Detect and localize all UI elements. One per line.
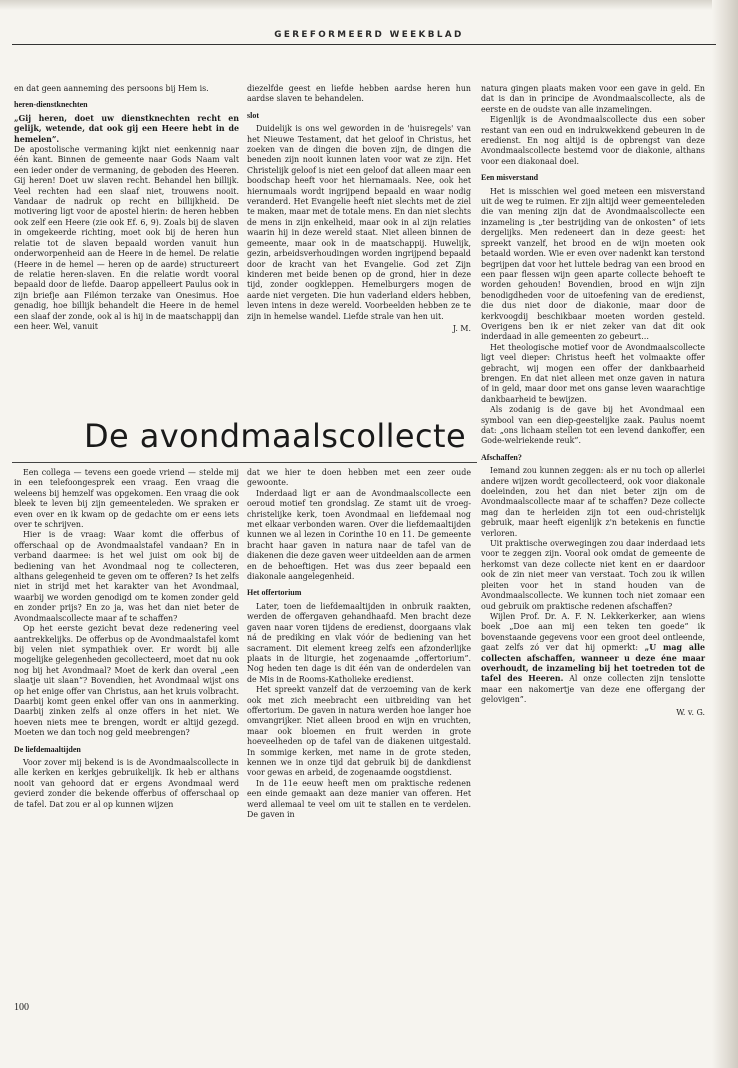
col3-quote-intro: Wijlen Prof. Dr. A. F. N. Lekkerkerker, aan wiens boek „Doe aan mij een teken ten goede” ik bovenstaande gegevens voor een groot deel ontleende, gaat zelfs zó ver dat hij opmerkt:: [481, 611, 705, 653]
heading-heren-dienstknechten: heren-dienstknechten: [14, 100, 88, 110]
col3-paragraph: Uit praktische overwegingen zou daar inderdaad iets voor te zeggen zijn. Vooral ook omdat de gemeente de herkomst van deze collecte niet kent en er daardoor ook de zin niet meer van verstaat. Toch zou ik willen pleiten voor het in stand houden van de Avondmaalscollecte. We kunnen toch niet zomaar een oud gebruik om praktische redenen afschaffen?: [481, 539, 705, 611]
heading-afschaffen: Afschaffen?: [481, 452, 522, 462]
col3-paragraph: Het theologische motief voor de Avondmaalscollecte ligt veel dieper: Christus heeft het volmaakte offer gebracht, wij mogen een offer der dankbaarheid brengen. En dat niet alleen met onze gaven in natura of in geld, maar door met ons ganse leven waarachtige dankbaarheid te bewijzen.: [481, 342, 705, 404]
col3-paragraph: Iemand zou kunnen zeggen: als er nu toch op allerlei andere wijzen wordt gecollecteerd, ook voor diakonale doeleinden, zou het dan niet beter zijn om de Avondmaalscollecte maar af te schaffen? Deze collecte mag dan te herleiden zijn tot een oud-christelijk gebruik, maar heeft eigenlijk z'n betekenis en functie verloren.: [481, 466, 705, 538]
col3-paragraph: Eigenlijk is de Avondmaalscollecte dus een sober restant van een oud en indrukwekkend gebeuren in de eredienst. En nog altijd is de opbrengst van deze Avondmaalscollecte bestemd voor de diakonie, althans voor een diakonaal doel.: [481, 115, 705, 166]
heading-offertorium: Het offertorium: [247, 588, 302, 598]
heading-liefdemaaltijden: De liefdemaaltijden: [14, 744, 81, 754]
col2-paragraph: dat we hier te doen hebben met een zeer oude gewoonte.: [247, 468, 471, 488]
top-left-lead: en dat geen aanneming des persoons bij Hem is.: [14, 84, 209, 93]
top-middle-body: Duidelijk is ons wel geworden in de 'huisregels' van het Nieuwe Testament, dat het geloof in Christus, het zoeken van de dingen die boven zijn, de dingen die beneden zijn nooit kunnen laten voor wat ze zijn. Het Christelijk geloof is niet een geloof dat alleen maar een boodschap heeft voor het hiernamaals. Nee, ook het hiernumaals wordt ingrijpend bepaald en waar nodig veranderd. Het Evangelie heeft niet slechts met de ziel te maken, maar met de totale mens. En dan niet slechts de mens in zijn enkelheid, maar ook in al zijn relaties waarin hij in deze wereld staat. Niet alleen binnen de gemeente, maar ook in de maatschappij. Huwelijk, gezin, arbeidsverhoudingen worden ingrijpend bepaald door de kracht van het Evangelie. God zet Zijn kinderen met beide benen op de grond, hier in deze tijd, zonder oogkleppen. Hemelburgers mogen de aarde niet vergeten. Die hun vaderland elders hebben, leven intens in deze wereld. Voorbeelden hebben ze te zijn in hemelse wandel. Liefde strale van hen uit.: [247, 124, 471, 321]
article-title: De avondmaalscollecte: [84, 417, 467, 455]
signature-jm: J. M.: [452, 323, 471, 333]
quote-colossians: „Gij heren, doet uw dienstknechten recht en gelijk, wetende, dat ook gij een Heere hebt in de hemelen”.: [14, 113, 239, 144]
col3-paragraph: Als zodanig is de gave bij het Avondmaal een symbool van een diep-geestelijke zaak. Paulus noemt dat: „ons lichaam stellen tot een levend dankoffer, een Gode-welriekende reuk”.: [481, 405, 705, 446]
heading-misverstand: Een misverstand: [481, 173, 539, 183]
top-middle-lead: diezelfde geest en liefde hebben aardse heren hun aardse slaven te behandelen.: [247, 84, 471, 104]
masthead-rule: [12, 44, 716, 45]
title-rule: [12, 462, 477, 463]
article-column-1: [14, 468, 239, 810]
top-middle-column: [247, 84, 471, 334]
article-column-2: [247, 468, 471, 820]
page-number: 100: [14, 1002, 29, 1013]
col2-paragraph: Het spreekt vanzelf dat de verzoeming van de kerk ook met zich meebracht een uitbreiding van het offertorium. De gaven in natura werden hoe langer hoe omvangrijker. Niet alleen brood en wijn en vruchten, maar ook bloemen en fruit werden in grote hoeveelheden op de tafel van de diakenen uitgestald. In sommige kerken, met name in de grote steden, kennen we in onze tijd dat gebruik bij de dankdienst voor gewas en arbeid, de zogenaamde oogstdienst.: [247, 685, 471, 778]
masthead: GEREFORMEERD WEEKBLAD: [274, 30, 464, 40]
col2-paragraph: In de 11e eeuw heeft men om praktische redenen een einde gemaakt aan deze manier van offeren. Het werd allemaal te veel om uit te stallen en te verdelen. De gaven in: [247, 778, 471, 819]
signature-wvg: W. v. G.: [676, 707, 705, 717]
col3-paragraph: Het is misschien wel goed meteen een misverstand uit de weg te ruimen. Er zijn altijd weer gemeenteleden die van mening zijn dat de Avondmaalscollecte een inzameling is „ter bestrijding van de onkosten” of iets dergelijks. Men redeneert dan in deze geest: het spreekt vanzelf, het brood en de wijn moeten ook betaald worden. Wie er even over nadenkt kan terstond begrijpen dat voor het luttele bedrag van een brood en een paar flessen wijn geen aparte collecte behoeft te worden gehouden! Bovendien, brood en wijn zijn benodigdheden voor de uitoefening van de eredienst, die dus niet door de diakonie, maar door de kerkvoogdij beschikbaar moeten worden gesteld. Overigens ben ik er niet zeker van dat dit ook inderdaad in alle gemeenten zo gebeurt…: [481, 186, 705, 342]
col1-paragraph: Hier is de vraag: Waar komt die offerbus of offerschaal op de Avondmaalstafel vandaan? En in verband daarmee: is het wel juist om ook bij de bediening van het Avondmaal nog te collecteren, althans gelegenheid te geven om te offeren? Is het zelfs niet in strijd met het karakter van het Avondmaal, waarbij we worden genodigd om te komen zonder geld en zonder prijs? En zo ja, was het dan niet beter de Avondmaalscollecte maar af te schaffen?: [14, 530, 239, 623]
top-shadow: [0, 0, 738, 10]
top-left-body: De apostolische vermaning kijkt niet eenkennig naar één kant. Binnen de gemeente naar Gods Naam valt een ieder onder de vermaning, de geboden des Heeren. Gij heren! Doet uw slaven recht. Behandel hen billijk. Veel rechten had een slaaf niet, trouwens nooit. Vandaar de nadruk op recht en billijkheid. De motivering ligt voor de apostel hierin: de heren hebben ook zelf een Heere (zie ook Ef. 6, 9). Zoals bij de slaven in omgekeerde richting, moet ook bij de heren hun relatie tot de slaven bepaald worden vanuit hun onderworpenheid aan de Heere in de hemel. De relatie (Heere in de hemel — heren op de aarde) structureert de relatie heren-slaven. En die relatie wordt vooral bepaald door de liefde. Daarop appelleert Paulus ook in zijn briefje aan Filémon terzake van Onesimus. Hoe genadig, hoe billijk behandelt die Heere in de hemel een slaaf der zonde, ook al is hij in de maatschappij dan een heer. Wel, vanuit: [14, 145, 239, 331]
top-left-column: [14, 84, 239, 332]
article-column-3: [481, 84, 705, 718]
col1-paragraph: Op het eerste gezicht bevat deze redenering veel aantrekkelijks. De offerbus op de Avondmaalstafel komt bij velen niet sympathiek over. Er wordt bij alle mogelijke gelegenheden gecollecteerd, moet dat nu ook nog bij het Avondmaal? Moet de kerk dan overal „een slaatje uit slaan”? Bovendien, het Avondmaal wijst ons op het enige offer van Christus, aan het kruis volbracht. Daarbij komt geen enkel offer van ons in aanmerking. Daarbij zinken zelfs al onze offers in het niet. We hoeven niets mee te brengen, wordt er altijd gezegd. Moeten we dan toch nog geld meebrengen?: [14, 624, 239, 738]
heading-slot: slot: [247, 110, 259, 120]
col3-paragraph: natura gingen plaats maken voor een gave in geld. En dat is dan in principe de Avondmaalscollecte, als de eerste en de oudste van alle inzamelingen.: [481, 84, 705, 114]
col1-paragraph: Een collega — tevens een goede vriend — stelde mij in een telefoongesprek een vraag. Een vraag die weleens bij hemzelf was opgekomen. Een vraag die ook bleek te leven bij zijn gemeenteleden. We spraken er even over en ik kwam op de gedachte om er eens iets over te schrijven.: [14, 468, 239, 530]
col2-paragraph: Later, toen de liefdemaaltijden in onbruik raakten, werden de offergaven gehandhaafd. Men bracht deze gaven naar voren tijdens de eredienst, doorgaans vlak ná de prediking en vlak vóór de bediening van het sacrament. Dit element kreeg zelfs een afzonderlijke plaats in de liturgie, het zogenaamde „offertorium”. Nog heden ten dage is dit één van de onderdelen van de Mis in de Rooms-Katholieke eredienst.: [247, 601, 471, 684]
col1-paragraph: Voor zover mij bekend is is de Avondmaalscollecte in alle kerken en kerkjes gebruikelijk. Ik heb er althans nooit van gehoord dat er ergens Avondmaal werd gevierd zonder die bekende offerbus of offerschaal op de tafel. Dat zou er al op kunnen wijzen: [14, 757, 239, 809]
page-edge-shadow: [712, 0, 738, 1068]
col3-quote-end: Al onze collecten zijn tenslotte maar een nakomertje van deze ene offergang der gelovigen”.: [481, 674, 705, 705]
col3-paragraph: [481, 612, 705, 706]
col2-paragraph: Inderdaad ligt er aan de Avondmaalscollecte een oeroud motief ten grondslag. Ze stamt uit de vroeg-christelijke kerk, toen Avondmaal en liefdemaal nog met elkaar verbonden waren. Over die liefdemaaltijden kunnen we al lezen in Corinthe 10 en 11. De gemeente bracht haar gaven in natura naar de tafel van de diakenen die deze gaven weer uitdeelden aan de armen en de behoeftigen. Het was dus zeer bepaald een diakonale aangelegenheid.: [247, 488, 471, 582]
col3-quote-bold: „U mag alle collecten afschaffen, wanneer u deze éne maar overhoudt, de inzameling bij het toetreden tot de tafel des Heeren.: [481, 643, 705, 684]
